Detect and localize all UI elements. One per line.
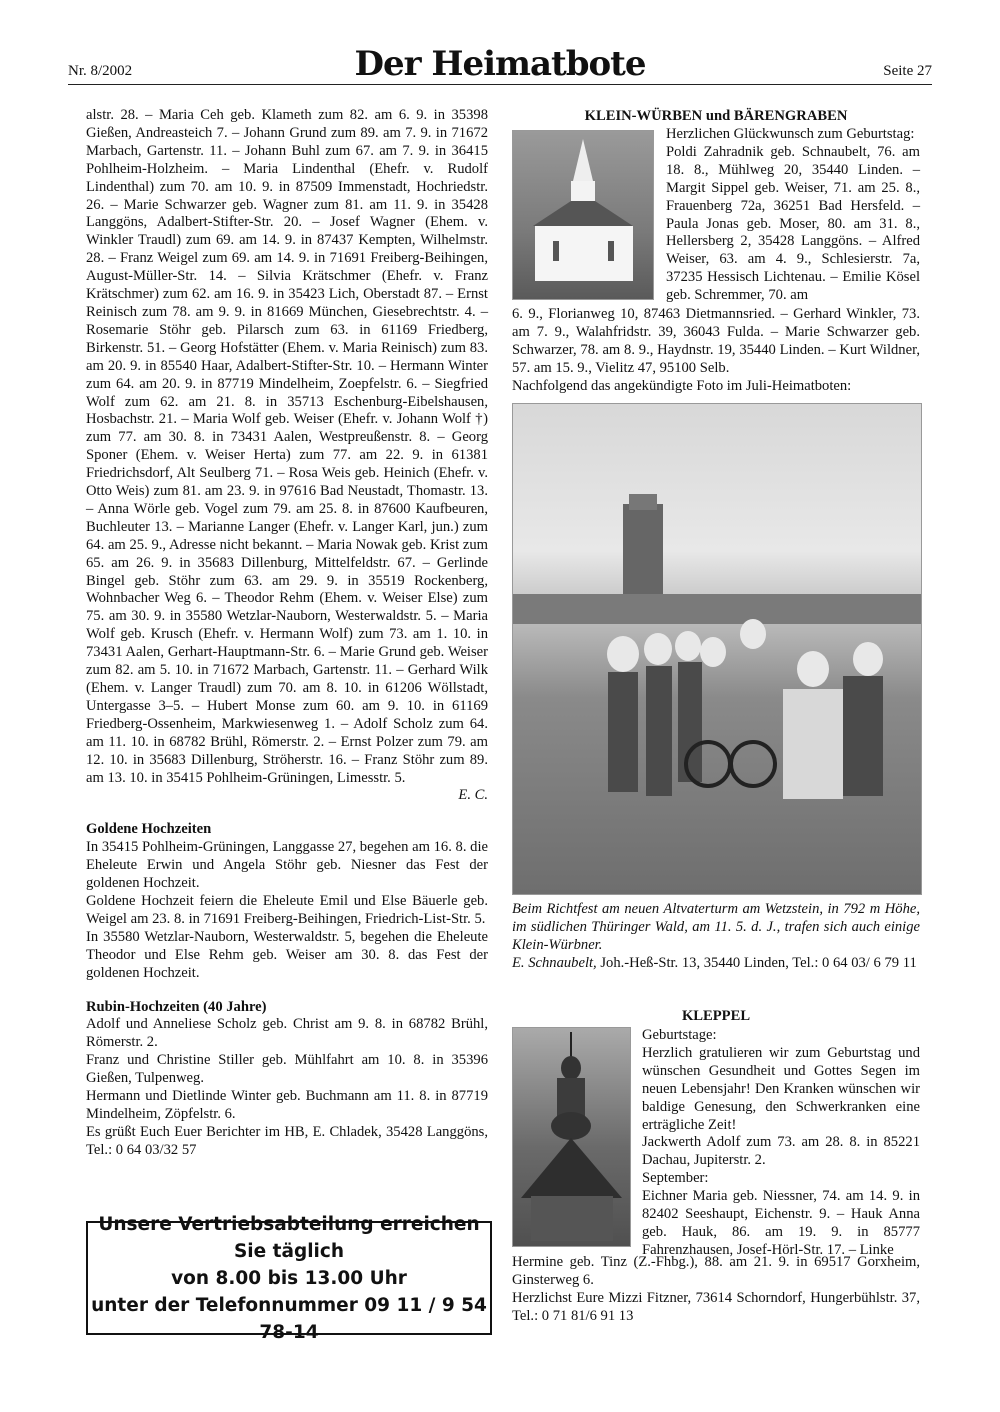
church-image bbox=[513, 1028, 630, 1246]
banner-line: unter der Telefonnummer 09 11 / 9 54 78-14 bbox=[91, 1294, 487, 1343]
kw-heading: KLEIN-WÜRBEN und BÄRENGRABEN bbox=[584, 108, 848, 124]
kleppel-entry: Jackwerth Adolf zum 73. am 28. 8. in 85221 Dachau, Jupiterstr. 2. bbox=[642, 1134, 920, 1169]
golden-entry: In 35415 Pohlheim-Grüningen, Langgasse 27, begehen am 16. 8. die Eheleute Erwin und Angela Stöhr geb. Niesner das Fest der goldenen Hochzeit. bbox=[86, 839, 488, 892]
photo-credit-address: Joh.-Heß-Str. 13, 35440 Linden, Tel.: 0 64 03/ 6 79 11 bbox=[600, 954, 917, 971]
banner-line: von 8.00 bis 13.00 Uhr bbox=[171, 1267, 407, 1289]
header-issue: Nr. 8/2002 bbox=[68, 63, 133, 79]
photo-caption: Beim Richtfest am neuen Altvaterturm am Wetzstein, in 792 m Höhe, im südlichen Thüringer Wald, am 11. 5. d. J., trafen sich auch einige Klein-Würbner. bbox=[512, 901, 920, 953]
kw-entries: Poldi Zahradnik geb. Schnaubelt, 76. am 18. 8., Mühlweg 20, 35440 Linden. – Margit Sippel geb. Weiser, 71. am 25. 8., Frauenberg 72a, 36251 Bad Hersfeld. – Paula Jonas geb. Moser, 80. am 31. 8., Hellersberg 2, 35428 Langgöns. – Alfred Weiser, 63. am 4. 9., Schlesierstr. 7a, 37235 Hessisch Lichtenau. – Emilie Kösel geb. Schremmer, 70. am bbox=[666, 143, 920, 304]
kw-text-continued bbox=[512, 306, 920, 396]
tower-image bbox=[513, 404, 921, 894]
header-rule bbox=[68, 84, 932, 85]
ruby-heading: Rubin-Hochzeiten (40 Jahre) bbox=[86, 998, 267, 1015]
kleppel-text bbox=[642, 1027, 920, 1260]
kw-intro: Herzlichen Glückwunsch zum Geburtstag: bbox=[666, 126, 915, 142]
contact-banner bbox=[86, 1213, 492, 1343]
ruby-entry: Adolf und Anneliese Scholz geb. Christ am 9. 8. in 68782 Brühl, Römerstr. 2. bbox=[86, 1016, 488, 1051]
kleppel-greeting: Herzlich gratulieren wir zum Geburtstag und wünschen Gesundheit und Gottes Segen im neuen Lebensjahr! Den Kranken wünschen wir baldige Genesung, den Schwerkranken eine erträgliche Zeit! bbox=[642, 1044, 920, 1133]
tower-group-photo bbox=[512, 403, 922, 895]
photo-caption-block bbox=[512, 901, 920, 973]
signature: E. C. bbox=[458, 787, 488, 804]
kw-text bbox=[666, 126, 920, 305]
kleppel-september: September: bbox=[642, 1170, 709, 1187]
left-column bbox=[86, 107, 488, 1160]
masthead-title: Der Heimatbote bbox=[354, 44, 646, 84]
photo-note: Nachfolgend das angekündigte Foto im Juli-Heimatboten: bbox=[512, 377, 852, 394]
photo-credit-name: E. Schnaubelt, bbox=[512, 954, 597, 971]
golden-heading: Goldene Hochzeiten bbox=[86, 821, 212, 838]
chapel-photo bbox=[512, 130, 654, 300]
birthday-list: alstr. 28. – Maria Ceh geb. Klameth zum 82. am 6. 9. in 35398 Gießen, Andreasteich 7. – Johann Grund zum 89. am 7. 9. in 71672 Marbach, Gartenstr. 11. – Johann Buhl zum 67. am 7. 9. in 36415 Pohlheim-Holzheim. – Maria Lindenthal (Ehefr. v. Rudolf Lindenthal) zum 70. am 10. 9. in 87509 Immenstadt, Hochriedstr. 26. – Marie Schwarzer geb. Wagner zum 81. am 11. 9. in 35428 Langgöns, Adalbert-Stifter-Str. 20. – Josef Wagner (Ehem. v. Winkler Traudl) zum 69. am 14. 9. in 87437 Kempten, Wilhelmstr. 28. – Franz Weigel zum 69. am 14. 9. in 71691 Freiberg-Beihingen, August-Müller-Str. 14. – Silvia Krätschmer (Ehefr. v. Franz Krätschmer) zum 62. am 16. 9. in 35423 Lich, Oberstadt 87. – Ernst Reinisch zum 78. am 9. 9. in 81669 München, Giesebrechtstr. 4. – Rosemarie Stöhr geb. Pilarsch zum 63. in 61169 Friedberg, Birkenstr. 51. – Georg Hofstätter (Ehem. v. Maria Reinisch) zum 83. am 20. 9. in 85540 Haar, Adalbert-Stifter-Str. 10. – Hermann Winter zum 64. am 20. 9. in 87719 Mindelheim, Zoepfelstr. 6. – Siegfried Wolf zum 62. am 21. 8. in 35713 Eschenburg-Eibelshausen, Hosbachstr. 21. – Maria Wolf geb. Weiser (Ehefr. v. Johann Wolf †) zum 77. am 30. 8. in 73431 Aalen, Westpreußenstr. 8. – Georg Sponer (Ehem. v. Weiser Herta) zum 77. am 22. 9. in 61381 Friedrichsdorf, Alt Seulberg 71. – Rosa Weis geb. Heinich (Ehefr. v. Otto Weis) zum 81. am 23. 9. in 97616 Bad Neustadt, Thomastr. 13. – Anna Wörle geb. Vogel zum 79. am 25. 8. in 87600 Kaufbeuren, Buchleuter 13. – Marianne Langer (Ehefr. v. Langer Karl, jun.) zum 64. am 25. 9., Adresse nicht bekannt. – Maria Nowak geb. Krist zum 65. am 26. 9. in 35683 Dillenburg, Mittelfeldstr. 67. – Gerlinde Bingel geb. Stöhr zum 63. am 29. 9. in 35519 Rockenberg, Wohnbacher Weg 6. – Theodor Rehm (Ehem. v. Weiser Else) zum 75. am 30. 9. in 35580 Wetzlar-Nauborn, Westerwaldstr. 5. – Maria Wolf geb. Krusch (Ehefr. v. Hermann Wolf) zum 73. am 1. 10. in 73431 Aalen, Gerhart-Hauptmann-Str. 6. – Marie Grund geb. Weiser zum 82. am 5. 10. in 71672 Marbach, Gartenstr. 11. – Gerhard Wilk (Ehem. v. Langer Traudl) zum 70. am 8. 10. in 61206 Wöllstadt, Untergasse 3–5. – Hubert Monse zum 60. am 9. 10. in 61169 Friedberg-Ossenheim, Markwiesenweg 1. – Adolf Scholz zum 64. am 11. 10. in 68782 Brühl, Römerstr. 2. – Ernst Polzer zum 79. am 12. 10. in 35683 Dillenburg, Ströherstr. 16. – Franz Stöhr zum 89. am 13. 10. in 35415 Pohlheim-Grüningen, Limesstr. 5. bbox=[86, 107, 488, 786]
kleppel-text-continued bbox=[512, 1254, 920, 1326]
golden-entry: Goldene Hochzeit feiern die Eheleute Emil und Else Bäuerle geb. Weigel am 23. 8. in 71691 Freiberg-Beihingen, Friedrich-List-Str. 5. bbox=[86, 892, 488, 927]
banner-line: Unsere Vertriebsabteilung erreichen Sie täglich bbox=[98, 1213, 480, 1262]
kleppel-heading: KLEPPEL bbox=[681, 1008, 751, 1024]
church-photo bbox=[512, 1027, 631, 1247]
golden-entry: In 35580 Wetzlar-Nauborn, Westerwaldstr. 5, begehen die Eheleute Theodor und Else Rehm geb. Weiser am 30. 8. das Fest der goldenen Hochzeit. bbox=[86, 928, 488, 981]
kleppel-entry: Hermine geb. Tinz (Z.-Fhbg.), 88. am 21. 9. in 69517 Gorxheim, Ginsterweg 6. bbox=[512, 1254, 920, 1288]
ruby-entry: Franz und Christine Stiller geb. Mühlfahrt am 10. 8. in 35396 Gießen, Tulpenweg. bbox=[86, 1052, 488, 1087]
kleppel-sign: Herzlichst Eure Mizzi Fitzner, 73614 Schorndorf, Hungerbühlstr. 37, Tel.: 0 71 81/6 91 13 bbox=[512, 1289, 920, 1324]
reporter-greeting: Es grüßt Euch Euer Berichter im HB, E. Chladek, 35428 Langgöns, Tel.: 0 64 03/32 57 bbox=[86, 1123, 488, 1158]
kleppel-intro: Geburtstage: bbox=[642, 1027, 717, 1043]
kleppel-entry: Eichner Maria geb. Niessner, 74. am 14. 9. in 82402 Seeshaupt, Eichenstr. 9. – Hauk Anna geb. Hauk, 86. am 19. 9. in 85777 Fahrenzhausen, Josef-Hörl-Str. 17. – Linke bbox=[642, 1188, 920, 1258]
kw-entries: 6. 9., Florianweg 10, 87463 Dietmannsried. – Gerhard Winkler, 73. am 7. 9., Walahfridstr. 39, 36043 Fulda. – Marie Schwarzer geb. Schwarzer, 78. am 8. 9., Haydnstr. 19, 35440 Linden. – Kurt Wildner, 57. am 15. 9., Vielitz 47, 95100 Selb. bbox=[512, 306, 920, 376]
photo-credit bbox=[512, 955, 920, 973]
header-page-number: Seite 27 bbox=[883, 63, 932, 79]
chapel-image bbox=[513, 131, 653, 299]
ruby-entry: Hermann und Dietlinde Winter geb. Buchmann am 11. 8. in 87719 Mindelheim, Zöpfelstr. 6. bbox=[86, 1088, 488, 1122]
